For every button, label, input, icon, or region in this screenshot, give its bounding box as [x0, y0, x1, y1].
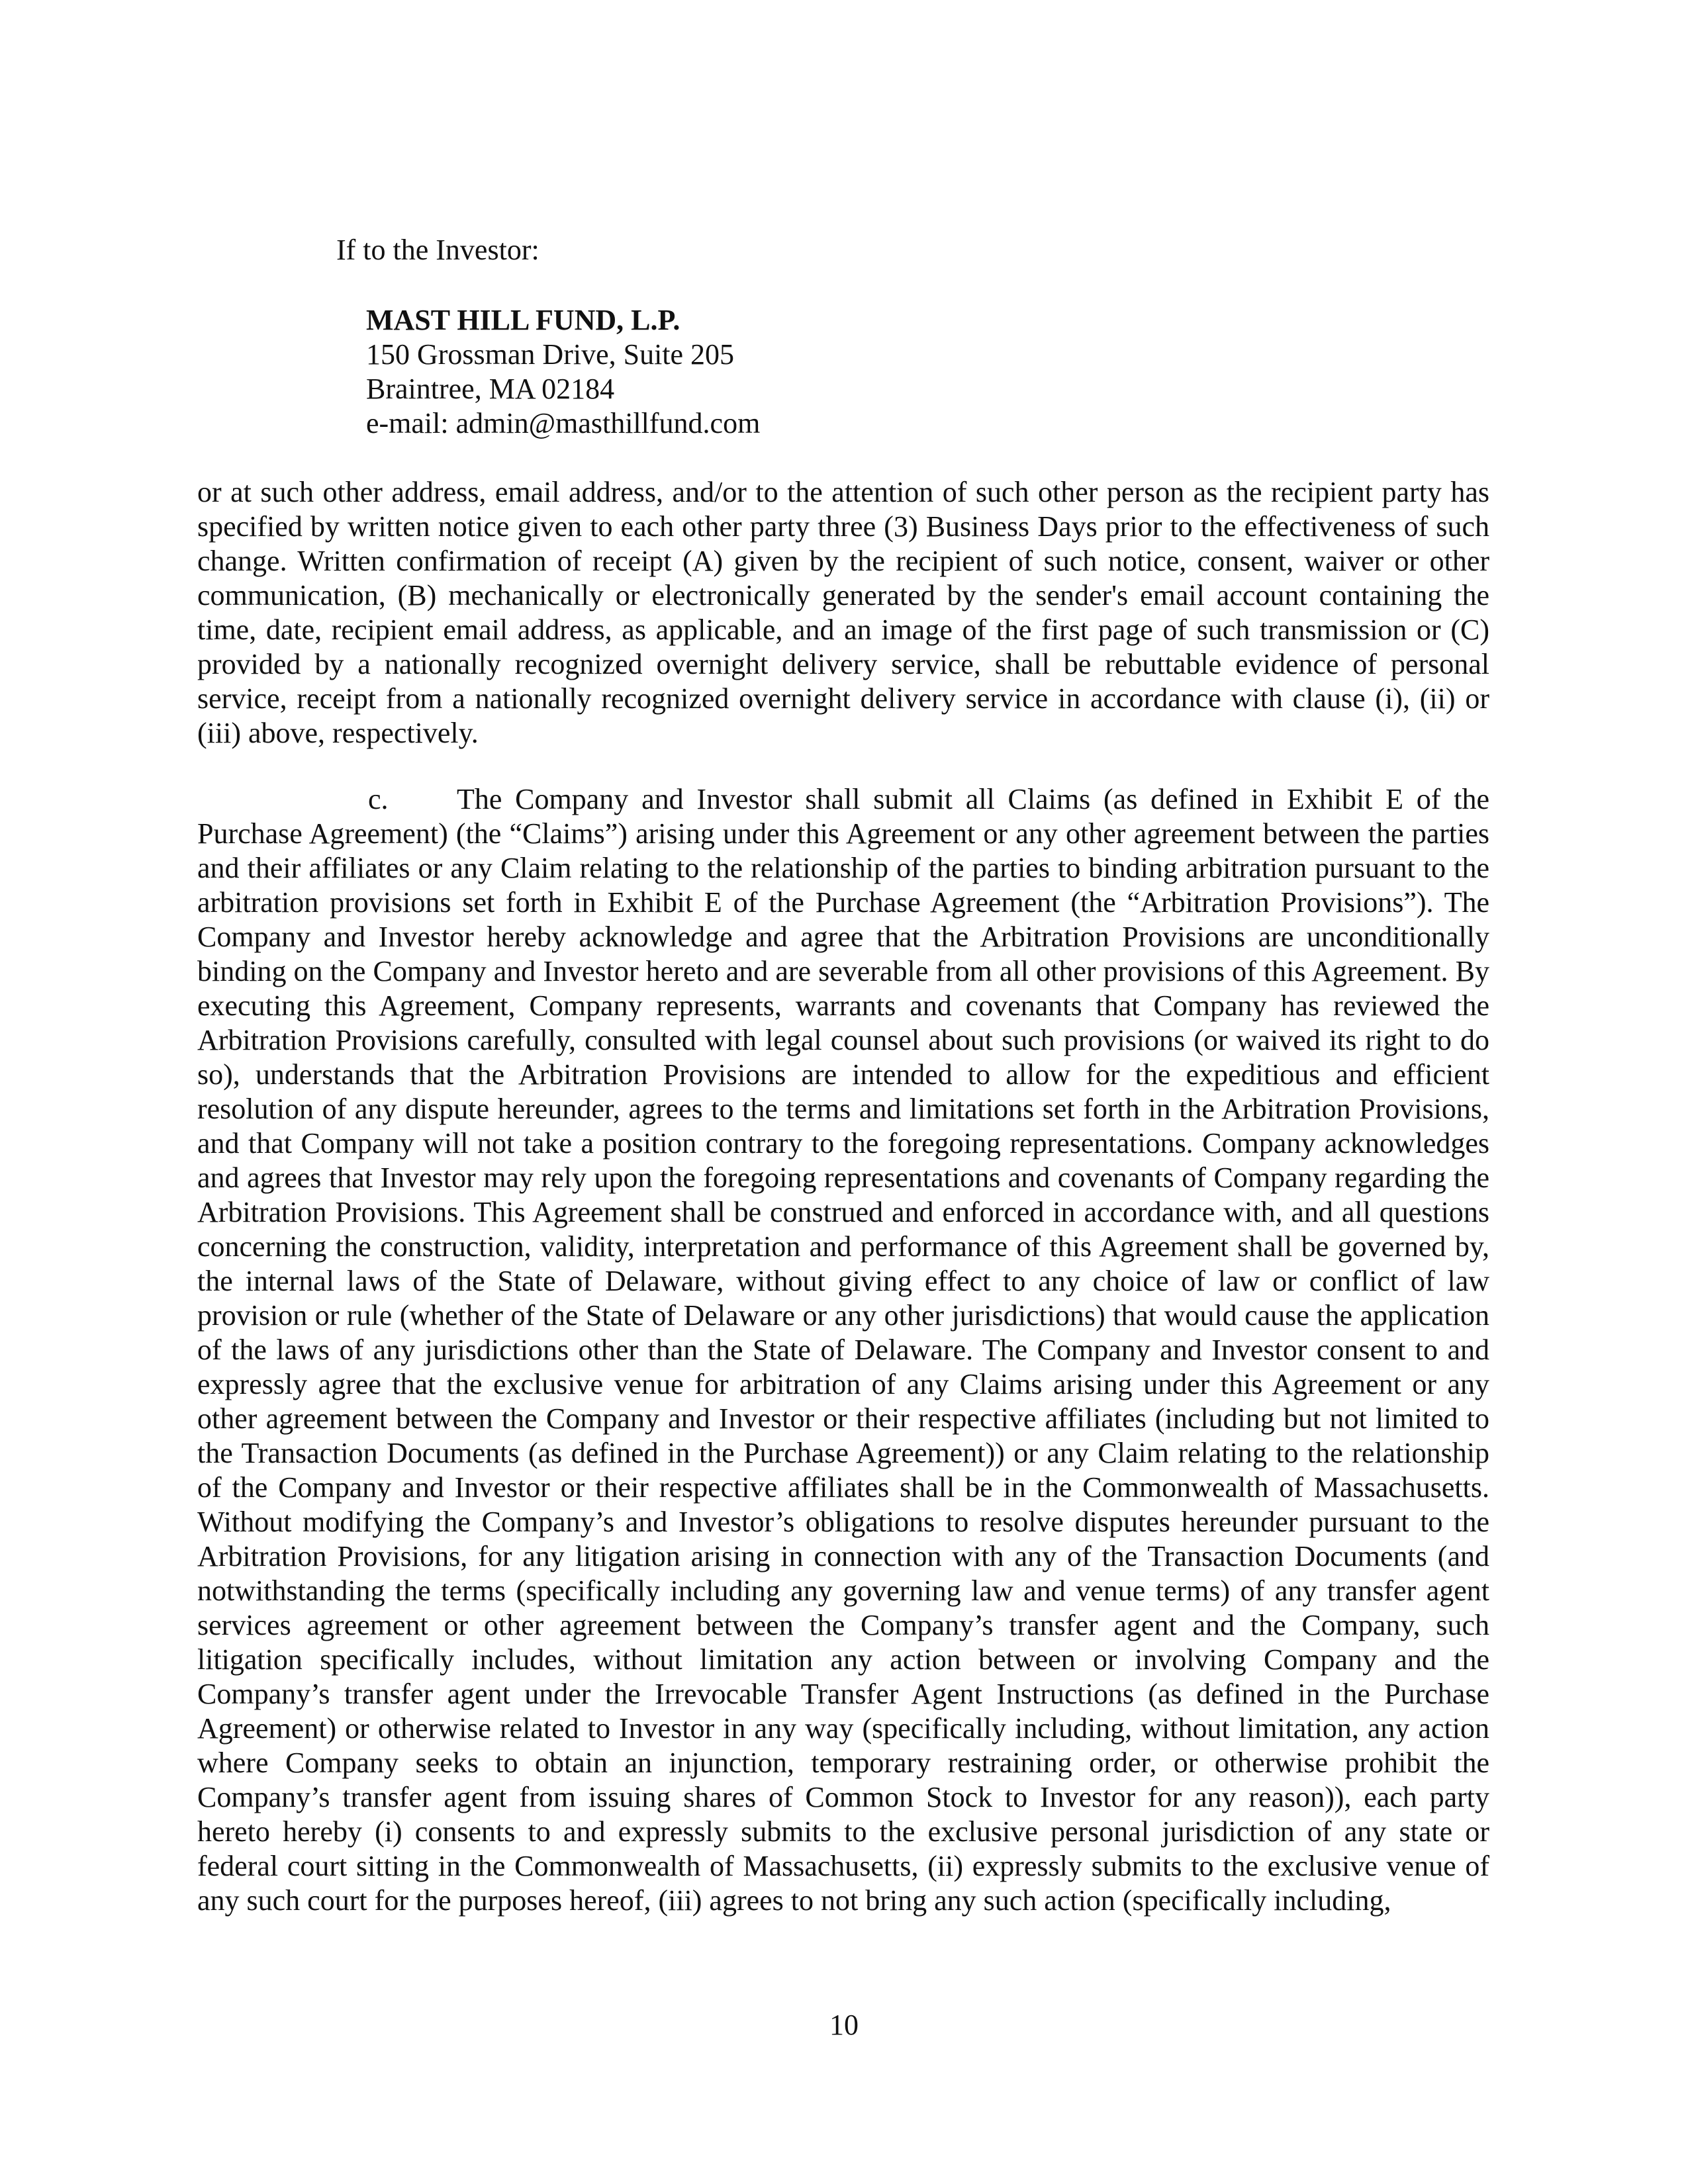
section-c-label: c.	[368, 783, 389, 815]
section-c-text: The Company and Investor shall submit all Claims (as defined in Exhibit E of the Purchase Agreement) (the “Claims”) arising under this Agreement or any other agreement between the parties and their affiliates or any Claim relating to the relationship of the parties to binding arbitration pursuant to the arbitration provisions set forth in Exhibit E of the Purchase Agreement (the “Arbitration Provisions”). The Company and Investor hereby acknowledge and agree that the Arbitration Provisions are unconditionally binding on the Company and Investor hereto and are severable from all other provisions of this Agreement. By executing this Agreement, Company represents, warrants and covenants that Company has reviewed the Arbitration Provisions carefully, consulted with legal counsel about such provisions (or waived its right to do so), understands that the Arbitration Provisions are intended to allow for the expeditious and efficient resolution of any dispute hereunder, agrees to the terms and limitations set forth in the Arbitration Provisions, and that Company will not take a position contrary to the foregoing representations. Company acknowledges and agrees that Investor may rely upon the foregoing representations and covenants of Company regarding the Arbitration Provisions. This Agreement shall be construed and enforced in accordance with, and all questions concerning the construction, validity, interpretation and performance of this Agreement shall be governed by, the internal laws of the State of Delaware, without giving effect to any choice of law or conflict of law provision or rule (whether of the State of Delaware or any other jurisdictions) that would cause the application of the laws of any jurisdictions other than the State of Delaware. The Company and Investor consent to and expressly agree that the exclusive venue for arbitration of any Claims arising under this Agreement or any other agreement between the Company and Investor or their respective affiliates (including but not limited to the Transaction Documents (as defined in the Purchase Agreement)) or any Claim relating to the relationship of the Company and Investor or their respective affiliates shall be in the Commonwealth of Massachusetts. Without modifying the Company’s and Investor’s obligations to resolve disputes hereunder pursuant to the Arbitration Provisions, for any litigation arising in connection with any of the Transaction Documents (and notwithstanding the terms (specifically including any governing law and venue terms) of any transfer agent services agreement or other agreement between the Company’s transfer agent and the Company, such litigation specifically includes, without limitation any action between or involving Company and the Company’s transfer agent under the Irrevocable Transfer Agent Instructions (as defined in the Purchase Agreement) or otherwise related to Investor in any way (specifically including, without limitation, any action where Company seeks to obtain an injunction, temporary restraining order, or otherwise prohibit the Company’s transfer agent from issuing shares of Common Stock to Investor for any reason)), each party hereto hereby (i) consents to and expressly submits to the exclusive personal jurisdiction of any state or federal court sitting in the Commonwealth of Massachusetts, (ii) expressly submits to the exclusive venue of any such court for the purposes hereof, (iii) agrees to not bring any such action (specifically including,	[197, 783, 1489, 1917]
page-number: 10	[829, 2009, 859, 2041]
investor-city: Braintree, MA 02184	[366, 373, 615, 405]
notice-closing-paragraph: or at such other address, email address, and/or to the attention of such other person as the recipient party has specified by written notice given to each other party three (3) Business Days prior to the effectiveness of such change. Written confirmation of receipt (A) given by the recipient of such notice, consent, waiver or other communication, (B) mechanically or electronically generated by the sender's email account containing the time, date, recipient email address, as applicable, and an image of the first page of such transmission or (C) provided by a nationally recognized overnight delivery service, shall be rebuttable evidence of personal service, receipt from a nationally recognized overnight delivery service in accordance with clause (i), (ii) or (iii) above, respectively.	[197, 476, 1489, 749]
investor-name: MAST HILL FUND, L.P.	[366, 304, 680, 336]
notice-intro: If to the Investor:	[336, 234, 539, 266]
investor-address-block	[366, 303, 760, 441]
investor-street: 150 Grossman Drive, Suite 205	[366, 338, 735, 371]
investor-email: e-mail: admin@masthillfund.com	[366, 407, 761, 439]
section-c-paragraph	[197, 782, 1489, 1918]
